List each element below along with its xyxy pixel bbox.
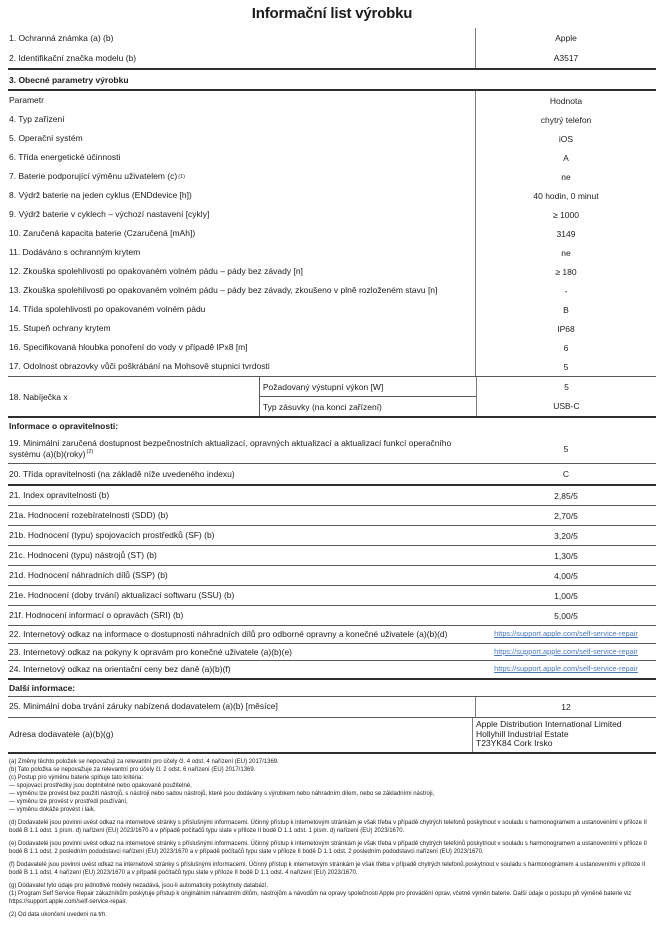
row-label-text: 17. Odolnost obrazovky vůči poškrábání na Mohsově stupnici tvrdosti — [9, 361, 270, 372]
row-label — [8, 48, 475, 68]
charger-subtable — [259, 377, 476, 416]
row-value-text: 12 — [561, 701, 571, 712]
row-label-text: 21b. Hodnocení (typu) spojovacích prostředků (SF) (b) — [9, 530, 215, 541]
row-label-text: 18. Nabíječka x — [9, 391, 68, 402]
table-row — [8, 566, 656, 586]
row-label-text: 4. Typ zařízení — [9, 114, 65, 125]
supplier-address-line: Apple Distribution International Limited — [476, 718, 622, 729]
supplier-address — [472, 718, 656, 752]
table-row — [8, 28, 656, 48]
row-value-text: C — [562, 469, 570, 479]
row-label-text: 11. Dodáváno s ochranným krytem — [9, 247, 141, 258]
repairability-header: Informace o opravitelnosti: — [9, 421, 119, 431]
row-value — [476, 526, 656, 545]
column-header-param — [8, 91, 475, 110]
footnote: (2) Od data ukončení uvedení na trh. — [9, 911, 108, 918]
row-value — [475, 262, 656, 281]
row-label — [8, 262, 475, 281]
table-row — [8, 205, 656, 224]
charger-sub-label-text: Požadovaný výstupní výkon [W] — [262, 381, 384, 392]
row-label-text: 7. Baterie podporující výměnu uživatelem (c) — [9, 171, 178, 182]
row-label — [8, 281, 475, 300]
table-row — [8, 186, 656, 205]
row-label-text: 21f. Hodnocení informací o opravách (SRI) (b) — [9, 610, 184, 621]
footnote: — spojovací prostředky jsou doplnitelné nebo opakovaně použitelné, — [9, 782, 192, 789]
table-row — [8, 281, 656, 300]
row-label-text: Adresa dodavatele (a)(b)(g) — [9, 729, 114, 740]
row-label — [8, 486, 476, 505]
row-label — [8, 626, 476, 643]
row-label — [8, 224, 475, 243]
row-value — [475, 300, 656, 319]
supplier-address-line: Hollyhill Industrial Estate — [476, 728, 569, 739]
table-row — [8, 606, 656, 626]
row-value-text: ne — [561, 247, 571, 258]
row-label-text: 13. Zkouška spolehlivosti po opakovaném volném pádu – pády bez závady, zkoušeno v plně rozloženém stavu [n] — [9, 285, 438, 296]
footnote: — výměnu lze provést v prostředí používání, — [9, 798, 128, 805]
row-label-text: 15. Stupeň ochrany krytem — [9, 323, 111, 334]
footnote-superscript: (2) — [86, 448, 94, 455]
row-value-text: ne — [561, 171, 571, 182]
row-value-text: B — [563, 304, 569, 315]
support-link[interactable]: https://support.apple.com/self-service-repair — [494, 629, 638, 639]
footnote: (f) Dodavatelé jsou povinni uvést odkaz na internetové stránky s příslušnými informacemi. Účinný přístup k internetovým stránkám je však třeba v případě chytrých telefonů poskytnout v souladu s harmonogramem a ustanoveními v příloze II bodě B 1.1 odst. 4 nařízení (EU) 2023/1670 a v případě počítačů typu slate v příloze II bodě D 1.1 odst. 4 nařízení (EU) 2023/1670. — [9, 861, 646, 876]
row-value — [475, 28, 656, 48]
row-value — [476, 486, 656, 505]
row-value-text: 3,20/5 — [554, 530, 578, 541]
row-label-main: 19. Minimální zaručená dostupnost bezpečnostních aktualizací, opravných aktualizací a aktualizací funkcí operačního systému (a)(b)(roky) — [9, 438, 452, 459]
row-label-text: 6. Třída energetické účinnosti — [9, 152, 121, 163]
row-label — [8, 506, 476, 525]
row-value — [476, 434, 656, 463]
row-value — [476, 586, 656, 605]
row-value-text: 5,00/5 — [554, 610, 578, 621]
row-label — [8, 300, 475, 319]
column-header-value — [475, 91, 656, 110]
row-value-text: IP68 — [557, 323, 575, 334]
column-header-row — [8, 91, 656, 110]
footnote: (b) Tato položka se nepovažuje za relevantní pro účely čl. 2 odst. 6 nařízení (EU) 2017/1369. — [9, 766, 256, 773]
table-row — [8, 697, 656, 718]
row-value — [475, 319, 656, 338]
row-label — [8, 28, 475, 48]
footnote: — výměnu lze provést bez použití nástrojů, s nástroji nebo sadou nástrojů, které jsou dodávány s výrobkem nebo náhradním dílem, nebo se základními nástroji, — [9, 790, 435, 797]
row-label-text: 21c. Hodnocení (typu) nástrojů (ST) (b) — [9, 550, 157, 561]
table-row — [8, 434, 656, 464]
row-label — [8, 148, 475, 167]
table-row — [8, 224, 656, 243]
row-label — [8, 338, 475, 357]
table-row — [8, 319, 656, 338]
row-value — [476, 606, 656, 625]
row-value — [475, 243, 656, 262]
row-label-text: 21e. Hodnocení (doby trvání) aktualizací softwaru (SSU) (b) — [9, 590, 235, 601]
row-label — [8, 110, 475, 129]
row-label — [8, 718, 472, 752]
row-value-text: 5 — [563, 361, 569, 372]
support-link[interactable]: https://support.apple.com/self-service-repair — [494, 646, 638, 656]
charger-row — [8, 376, 656, 418]
row-value-text: iOS — [558, 133, 574, 144]
row-value — [476, 644, 656, 661]
footnote: (g) Dodavatel tyto údaje pro jednotlivé modely nezadává, jsou-li automaticky poskytnuty databází. — [9, 882, 269, 889]
row-label — [8, 546, 476, 565]
table-row — [8, 506, 656, 526]
row-value-text: 40 hodin, 0 minut — [533, 190, 599, 201]
row-label-text: 20. Třída opravitelnosti (na základě níže uvedeného indexu) — [9, 468, 235, 479]
row-label-text — [9, 438, 470, 459]
row-label-text: 2. Identifikační značka modelu (b) — [9, 52, 137, 63]
row-value-text: A3517 — [553, 53, 579, 63]
row-value — [475, 205, 656, 224]
row-value — [476, 626, 656, 643]
row-label-text: 9. Výdrž baterie v cyklech – výchozí nastavení [cykly] — [9, 209, 210, 220]
row-label-text: 21d. Hodnocení náhradních dílů (SSP) (b) — [9, 570, 168, 581]
table-row — [8, 626, 656, 644]
row-value — [475, 697, 656, 717]
table-row — [8, 167, 656, 186]
row-label-text: 21a. Hodnocení rozebíratelnosti (SDD) (b) — [9, 510, 169, 521]
column-header-param-text: Parametr — [9, 95, 44, 106]
table-row — [8, 338, 656, 357]
row-value — [475, 338, 656, 357]
supplier-address-line: T23YK84 Cork Irsko — [476, 738, 553, 749]
table-row — [8, 48, 656, 68]
row-value-text: 6 — [563, 342, 569, 353]
table-row — [8, 661, 656, 680]
row-label — [8, 319, 475, 338]
row-label — [8, 606, 476, 625]
footnote: (c) Postup pro výměnu baterie splňuje tato kritéria: — [9, 774, 144, 781]
row-value — [475, 167, 656, 186]
charger-sub-label — [260, 397, 476, 416]
table-row — [8, 357, 656, 376]
row-value — [475, 148, 656, 167]
row-value-text: - — [564, 285, 568, 296]
row-label-text: 22. Internetový odkaz na informace o dostupnosti náhradních dílů pro odborné opravny a konečné uživatele (a)(b)(d) — [9, 629, 448, 639]
section3-header: 3. Obecné parametry výrobku — [8, 70, 656, 91]
row-value-text: Apple — [555, 33, 577, 43]
row-value — [475, 110, 656, 129]
footnote: (1) Program Self Service Repair zákazníkům poskytuje přístup k originálním náhradním dílům, nástrojům a návodům na opravy společnosti Apple pro provádění oprav, včetně výměn baterie. Další údaje o postupu při výměně baterie viz https://support.apple.com/self-service-repair. — [9, 890, 632, 905]
footnotes-block — [8, 754, 656, 919]
row-value-text: 2,85/5 — [554, 490, 578, 501]
row-label — [8, 566, 476, 585]
table-row — [8, 110, 656, 129]
row-label-text: 21. Index opravitelnosti (b) — [9, 490, 110, 501]
column-header-value-text: Hodnota — [549, 95, 583, 106]
row-label-text: 10. Zaručená kapacita baterie (Czaručená [mAh]) — [9, 228, 196, 239]
row-value-text: chytrý telefon — [540, 114, 592, 125]
row-value-text: 1,00/5 — [554, 590, 578, 601]
row-value — [476, 566, 656, 585]
row-label — [8, 526, 476, 545]
row-label — [8, 377, 259, 416]
footnote: (d) Dodavatelé jsou povinni uvést odkaz na internetové stránky s příslušnými informacemi. Účinný přístup k internetovým stránkám je však třeba v případě chytrých telefonů poskytnout v souladu s harmonogramem a ustanoveními v příloze II bodě B 1.1 odst. 1 písm. d) nařízení (EU) 2023/1670 a v případě počítačů typu slate v příloze II bodě D 1.1 odst. 1 písm. d) nařízení (EU) 2023/1670. — [9, 819, 647, 834]
row-value-text: USB-C — [553, 400, 580, 411]
row-label — [8, 586, 476, 605]
table-row — [8, 486, 656, 506]
row-label — [8, 644, 476, 661]
row-value — [475, 281, 656, 300]
table-row — [8, 526, 656, 546]
row-value — [477, 396, 656, 415]
row-value — [476, 506, 656, 525]
row-label — [8, 434, 476, 463]
row-label — [8, 661, 476, 678]
row-value — [475, 186, 656, 205]
row-value — [477, 377, 656, 396]
row-label: 7. Baterie podporující výměnu uživatelem (c) (1) — [9, 171, 185, 182]
row-value-text: 5 — [564, 381, 569, 392]
footnote: — výměnu dokáže provést i laik. — [9, 806, 96, 813]
row-label-text: 24. Internetový odkaz na orientační ceny bez daně (a)(b)(f) — [9, 664, 231, 674]
row-value — [476, 464, 656, 484]
row-value — [475, 224, 656, 243]
row-value — [476, 546, 656, 565]
row-value-text: 4,00/5 — [554, 570, 578, 581]
table-row — [8, 586, 656, 606]
row-label-text: 5. Operační systém — [9, 133, 83, 144]
footnote: (e) Dodavatelé jsou povinni uvést odkaz na internetové stránky s příslušnými informacemi. Účinný přístup k internetovým stránkám je však třeba v případě chytrých telefonů poskytnout v souladu s harmonogramem a ustanoveními v příloze II bodě B 1.1 odst. 2 posledním pododstavci nařízení (EU) 2023/1670 a v případě počítačů typu slate v příloze II bodě D 1.1 odst. 2 posledním pododstavci nařízení (EU) 2023/1670. — [9, 840, 647, 855]
row-label-text: 8. Výdrž baterie na jeden cyklus (ENDdevice [h]) — [9, 190, 192, 201]
row-value-text: 2,70/5 — [554, 510, 578, 521]
table-row — [8, 300, 656, 319]
identification-block — [8, 28, 656, 70]
page-title: Informační list výrobku — [251, 5, 413, 22]
row-label-text: 23. Internetový odkaz na pokyny k opravám pro konečné uživatele (a)(b)(e) — [9, 646, 293, 657]
table-row — [8, 129, 656, 148]
row-label-text: 16. Specifikovaná hloubka ponoření do vody v případě IPx8 [m] — [9, 342, 248, 353]
row-label-text: 12. Zkouška spolehlivosti po opakovaném volném pádu – pády bez závady [n] — [9, 266, 303, 277]
row-value-text: 5 — [563, 443, 569, 454]
row-label-text: 1. Ochranná známka (a) (b) — [9, 32, 114, 43]
row-value-text: ≥ 180 — [555, 266, 577, 277]
more-info-header: Další informace: — [8, 680, 656, 697]
row-value — [475, 129, 656, 148]
row-label — [8, 129, 475, 148]
table-row — [8, 262, 656, 281]
row-value — [476, 661, 656, 678]
supplier-address-row — [8, 718, 656, 754]
row-label — [8, 357, 475, 376]
table-row — [8, 644, 656, 662]
row-value-text: A — [563, 152, 569, 163]
row-label-text: 14. Třída spolehlivosti po opakovaném volném pádu — [9, 304, 206, 315]
general-parameters-table — [8, 110, 656, 376]
row-value — [475, 357, 656, 376]
charger-values — [476, 377, 656, 416]
footnote: (a) Změny těchto položek se nepovažují za relevantní pro účely čl. 4 odst. 4 nařízení (EU) 2017/1369. — [9, 758, 279, 765]
charger-sub-label-text: Typ zásuvky (na konci zařízení) — [262, 401, 382, 412]
row-label-text: 25. Minimální doba trvání záruky nabízená dodavatelem (a)(b) [měsíce] — [9, 701, 278, 712]
row-label — [8, 464, 476, 484]
row-label — [8, 205, 475, 224]
table-row — [8, 148, 656, 167]
row-value-text: 1,30/5 — [554, 550, 578, 561]
row-value — [475, 48, 656, 68]
row-value-text: 3149 — [556, 228, 576, 239]
table-row — [8, 546, 656, 566]
charger-sub-label — [260, 377, 476, 397]
table-row — [8, 243, 656, 262]
row-value-text: ≥ 1000 — [553, 209, 579, 220]
table-row — [8, 464, 656, 486]
row-label — [8, 697, 475, 717]
row-label — [8, 186, 475, 205]
row-label — [8, 243, 475, 262]
support-link[interactable]: https://support.apple.com/self-service-repair — [494, 664, 638, 674]
